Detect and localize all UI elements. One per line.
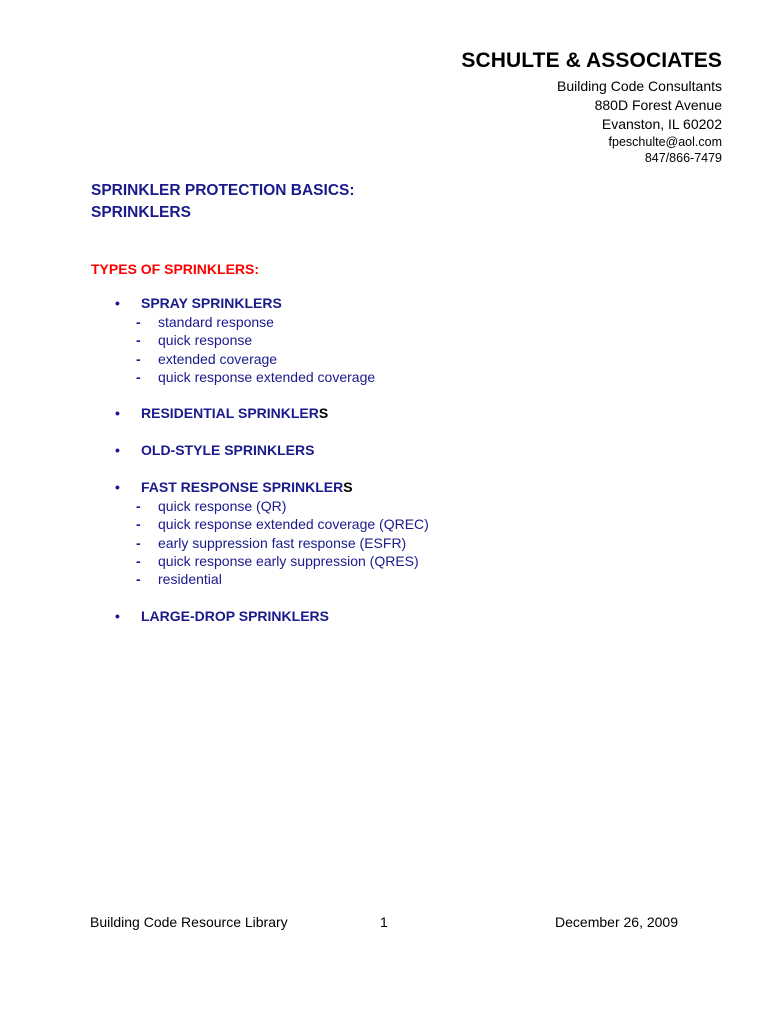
- footer-date: December 26, 2009: [555, 914, 678, 930]
- email-address: fpeschulte@aol.com: [608, 135, 722, 149]
- sub-list-item-text: standard response: [158, 314, 274, 330]
- bullet-icon: •: [115, 479, 120, 496]
- sub-list-item-text: quick response extended coverage: [158, 368, 376, 385]
- sprinkler-type-label-main: SPRAY SPRINKLERS: [141, 295, 282, 311]
- list-item: [110, 404, 670, 423]
- sprinkler-type-label-tail: S: [343, 479, 353, 496]
- bullet-icon: •: [115, 442, 120, 459]
- sub-list-item: [136, 534, 670, 552]
- dash-icon: -: [136, 368, 141, 385]
- list-item-row: [110, 294, 670, 313]
- list-item: [110, 441, 670, 460]
- document-title: [91, 180, 355, 224]
- title-line-1: SPRINKLER PROTECTION BASICS:: [91, 182, 355, 199]
- street-address: 880D Forest Avenue: [594, 97, 722, 113]
- dash-icon: -: [136, 350, 141, 367]
- footer-page-number: 1: [380, 914, 388, 930]
- list-item-row: [110, 478, 670, 497]
- sprinkler-types-list: [110, 294, 670, 644]
- sub-list-item: [136, 368, 670, 386]
- dash-icon: -: [136, 314, 141, 330]
- dash-icon: -: [136, 571, 141, 588]
- dash-icon: -: [136, 498, 141, 515]
- sub-list-item-text: quick response extended coverage (QREC): [158, 516, 429, 533]
- bullet-icon: •: [115, 295, 120, 311]
- sub-list-item: [136, 552, 670, 570]
- sprinkler-type-label-main: RESIDENTIAL SPRINKLER: [141, 405, 319, 422]
- sprinkler-type-label: [141, 404, 328, 423]
- sprinkler-type-label: [141, 441, 314, 460]
- footer-library-name: Building Code Resource Library: [90, 914, 288, 930]
- sub-list-item-text: quick response (QR): [158, 498, 287, 515]
- list-item-row: [110, 404, 670, 423]
- list-item: [110, 294, 670, 386]
- dash-icon: -: [136, 553, 141, 570]
- sub-list-item-text: early suppression fast response (ESFR): [158, 534, 407, 551]
- bullet-icon: •: [115, 405, 120, 422]
- sprinkler-type-label-main: FAST RESPONSE SPRINKLER: [141, 479, 344, 496]
- city-address: Evanston, IL 60202: [601, 116, 722, 132]
- sprinkler-type-label: [141, 294, 282, 313]
- bullet-icon: •: [115, 607, 120, 624]
- sub-list-item-text: residential: [158, 571, 222, 588]
- sub-list-item: [136, 570, 670, 588]
- sub-list-item-text: quick response: [158, 332, 253, 349]
- sprinkler-type-label: [141, 607, 329, 626]
- firm-name: SCHULTE & ASSOCIATES: [461, 49, 722, 72]
- sub-list-item: [136, 497, 670, 515]
- sub-list-item: [136, 350, 670, 368]
- sub-list-item-text: quick response early suppression (QRES): [158, 553, 419, 570]
- dash-icon: -: [136, 534, 141, 551]
- list-item: [110, 478, 670, 588]
- list-item-row: [110, 441, 670, 460]
- sub-list-item: [136, 313, 670, 331]
- firm-subtitle: Building Code Consultants: [557, 78, 722, 94]
- sub-list: [110, 497, 670, 588]
- dash-icon: -: [136, 332, 141, 349]
- section-heading: TYPES OF SPRINKLERS:: [91, 261, 260, 277]
- dash-icon: -: [136, 516, 141, 533]
- phone-number: 847/866-7479: [644, 151, 722, 165]
- list-item: [110, 607, 670, 626]
- sprinkler-type-label: [141, 478, 353, 497]
- sprinkler-type-label-tail: S: [318, 405, 329, 422]
- sub-list: [110, 313, 670, 386]
- sprinkler-type-label-main: OLD-STYLE SPRINKLERS: [141, 442, 315, 459]
- sub-list-item: [136, 331, 670, 349]
- sub-list-item: [136, 515, 670, 533]
- sprinkler-type-label-main: LARGE-DROP SPRINKLERS: [141, 607, 329, 624]
- list-item-row: [110, 607, 670, 626]
- title-line-2: SPRINKLERS: [91, 204, 191, 221]
- letterhead: [461, 48, 722, 166]
- sub-list-item-text: extended coverage: [158, 350, 278, 367]
